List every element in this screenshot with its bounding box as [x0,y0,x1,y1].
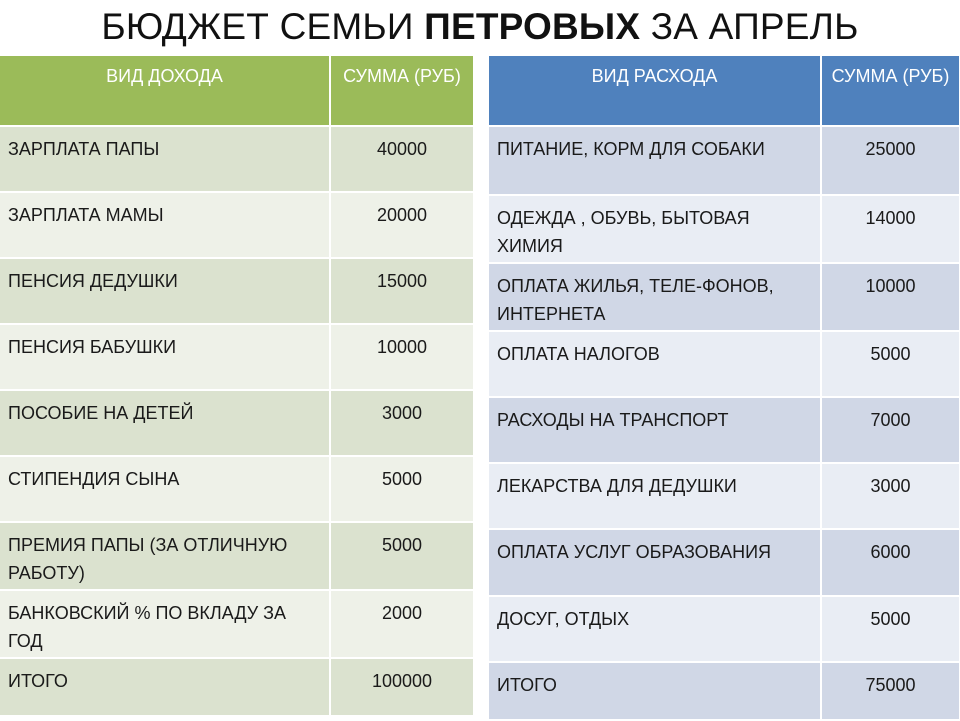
expense-header-sum: СУММА (РУБ) [821,56,960,126]
income-label: ЗАРПЛАТА МАМЫ [0,192,330,258]
expense-header-type: ВИД РАСХОДА [489,56,821,126]
table-row [489,463,960,529]
income-label: ЗАРПЛАТА ПАПЫ [0,126,330,192]
expense-sum: 6000 [821,529,960,596]
expense-total-sum: 75000 [821,662,960,720]
income-label: ПРЕМИЯ ПАПЫ (ЗА ОТЛИЧНУЮ РАБОТУ) [0,522,330,590]
income-header-sum: СУММА (РУБ) [330,56,474,126]
income-total-label: ИТОГО [0,658,330,716]
income-total-sum: 100000 [330,658,474,716]
income-label: ПЕНСИЯ ДЕДУШКИ [0,258,330,324]
table-row [0,126,474,192]
expense-sum: 14000 [821,195,960,263]
table-row [0,456,474,522]
expense-label: ОДЕЖДА , ОБУВЬ, БЫТОВАЯ ХИМИЯ [489,195,821,263]
income-label: СТИПЕНДИЯ СЫНА [0,456,330,522]
table-row [489,529,960,596]
expense-label: ЛЕКАРСТВА ДЛЯ ДЕДУШКИ [489,463,821,529]
expense-sum: 5000 [821,596,960,662]
expense-total-label: ИТОГО [489,662,821,720]
table-row [489,126,960,195]
table-row [0,590,474,658]
income-label: ПЕНСИЯ БАБУШКИ [0,324,330,390]
table-row [489,596,960,662]
income-sum: 2000 [330,590,474,658]
income-table [0,56,475,717]
table-row [0,258,474,324]
expense-label: РАСХОДЫ НА ТРАНСПОРТ [489,397,821,463]
expense-label: ОПЛАТА УСЛУГ ОБРАЗОВАНИЯ [489,529,821,596]
expense-table [489,56,960,721]
expense-label: ОПЛАТА НАЛОГОВ [489,331,821,397]
table-row [489,397,960,463]
income-label: ПОСОБИЕ НА ДЕТЕЙ [0,390,330,456]
income-label: БАНКОВСКИЙ % ПО ВКЛАДУ ЗА ГОД [0,590,330,658]
table-row [0,390,474,456]
table-row [0,658,474,716]
income-sum: 15000 [330,258,474,324]
title-part-1: БЮДЖЕТ СЕМЬИ [101,6,425,47]
expense-sum: 10000 [821,263,960,331]
title-part-2: ЗА АПРЕЛЬ [640,6,859,47]
table-row [0,522,474,590]
expense-label: ОПЛАТА ЖИЛЬЯ, ТЕЛЕ-ФОНОВ, ИНТЕРНЕТА [489,263,821,331]
income-sum: 20000 [330,192,474,258]
title-family-name: ПЕТРОВЫХ [424,6,641,47]
table-row [0,324,474,390]
income-sum: 5000 [330,522,474,590]
income-sum: 40000 [330,126,474,192]
table-row [489,662,960,720]
expense-label: ДОСУГ, ОТДЫХ [489,596,821,662]
page-title [0,6,960,48]
income-header-type: ВИД ДОХОДА [0,56,330,126]
table-row [489,331,960,397]
income-sum: 10000 [330,324,474,390]
expense-sum: 7000 [821,397,960,463]
income-sum: 5000 [330,456,474,522]
table-row [489,263,960,331]
table-row [489,195,960,263]
expense-sum: 5000 [821,331,960,397]
table-row [0,192,474,258]
expense-sum: 25000 [821,126,960,195]
income-sum: 3000 [330,390,474,456]
expense-sum: 3000 [821,463,960,529]
expense-label: ПИТАНИЕ, КОРМ ДЛЯ СОБАКИ [489,126,821,195]
